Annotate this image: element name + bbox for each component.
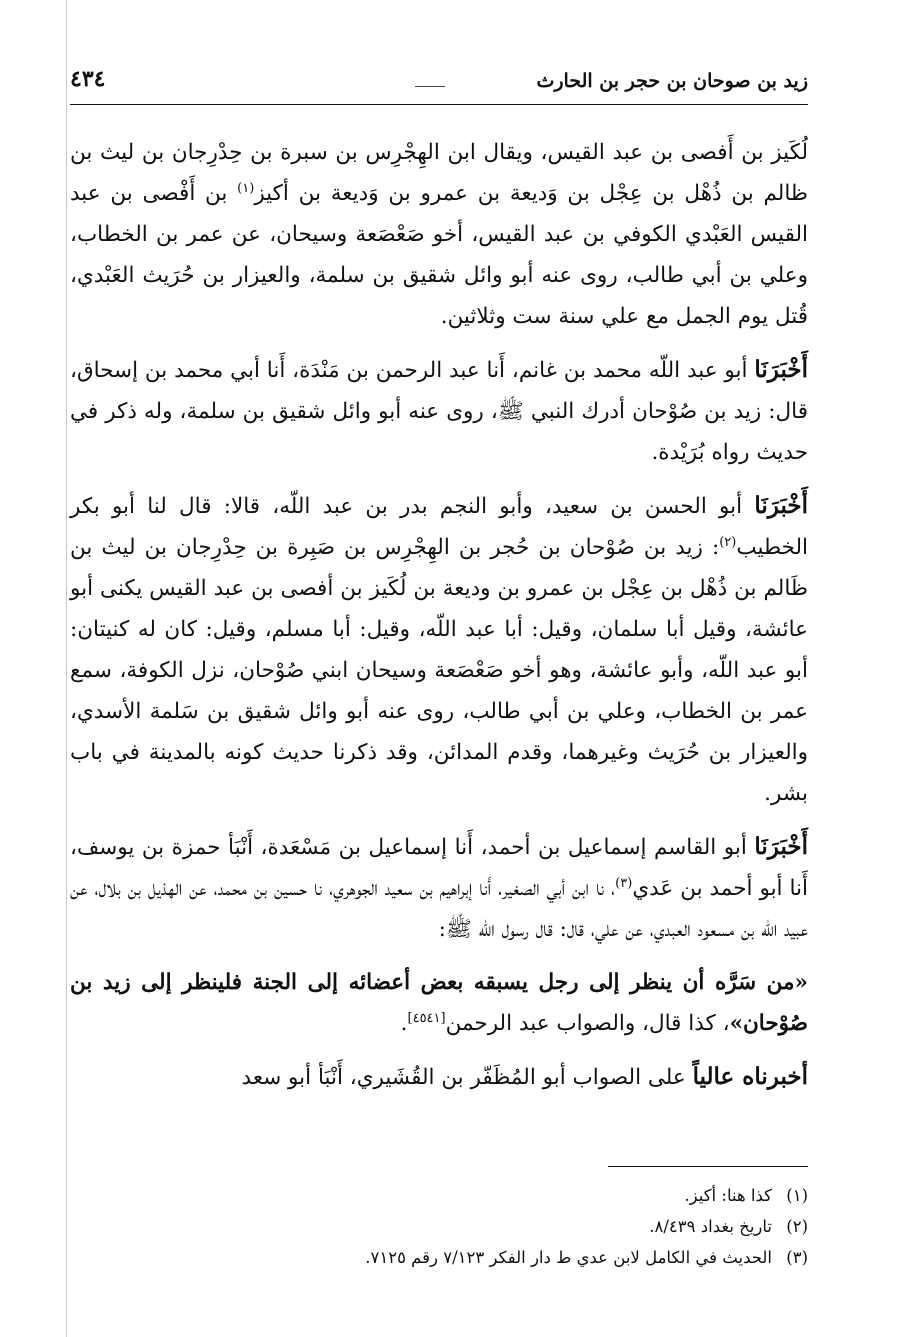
header-ornament-dash xyxy=(415,86,445,87)
isnad-lead: أَخْبَرَنَا xyxy=(754,492,808,519)
hadith-quote: «من سَرَّه أن ينظر إلى رجل يسبقه بعض أعضائه إلى الجنة فلينظر إلى زيد بن صُوْحان» xyxy=(70,970,808,1036)
page-number: ٤٣٤ xyxy=(70,66,106,92)
footnote-2: (٢) تاريخ بغداد ٨/٤٣٩. xyxy=(649,1217,808,1236)
footnote-1: (١) كذا هنا: أكيز. xyxy=(684,1186,808,1205)
paragraph-2: أَخْبَرَنَا أبو عبد اللّه محمد بن غانم، أَنا عبد الرحمن بن مَنْدَة، أَنا أبي محمد بن إسحاق، قال: زيد بن صُوْحان أدرك النبي ﷺ، روى عنه أبو وائل شقيق بن سلمة، وله ذكر في حديث رواه بُرَيْدة. xyxy=(70,356,808,465)
paragraph-4: أَخْبَرَنَا أبو القاسم إسماعيل بن أحمد، أَنا إسماعيل بن مَسْعَدة، أَنْبَأ حمزة بن يوسف، أَنا أبو أحمد بن عَدي$^{(٣)}$، نا ابن أبي الصغير، أَنا إبراهيم بن سعيد الجوهري، نا حسين بن محمد، عن الهذيل بن بلال، عن عبيد اللّه بن مسعود العبدي، عن علي، قال: قال رسول الله ﷺ: xyxy=(70,833,808,942)
isnad-lead: أخبرناه عالياً xyxy=(692,1063,808,1090)
book-page xyxy=(70,0,808,1337)
running-title: زيد بن صوحان بن حجر بن الحارث xyxy=(536,70,808,92)
hadith-paragraph: «من سَرَّه أن ينظر إلى رجل يسبقه بعض أعضائه إلى الجنة فلينظر إلى زيد بن صُوْحان»، كذا قال، والصواب عبد الرحمن[٤٥٤١]. xyxy=(70,970,808,1036)
paragraph-3: أَخْبَرَنَا أبو الحسن بن سعيد، وأبو النجم بدر بن عبد اللّه، قالا: قال لنا أبو بكر الخطيب$^{(٢)}$: زيد بن صُوْحان بن حُجر بن الهِجْرِس بن صَبِرة بن حِدْرِجان بن ليث بن ظَالم بن ذُهْل بن عِجْل بن عمرو بن وديعة بن لُكَيز بن أفصى بن عبد القيس يكنى أبو عائشة، وقيل أبا سلمان، وقيل: أبا عبد اللّه، وقيل: أبا مسلم، وقيل: كان له كنيتان: أبو عبد اللّه، وأبو عائشة، وهو أخو صَعْصَعة وسيحان ابني صُوْحان، نزل الكوفة، سمع عمر بن الخطاب، وعلي بن أبي طالب، روى عنه أبو وائل شقيق بن سَلمة الأسدي، والعيزار بن حُرَيث وغيرهما، وقدم المدائن، وقد ذكرنا حديث كونه بالمدينة في باب بشر. xyxy=(70,492,808,806)
isnad-lead: أَخْبَرَنَا xyxy=(754,356,808,383)
isnad-lead: أَخْبَرَنَا xyxy=(754,833,808,860)
hadith-ref-number: [٤٥٤١] xyxy=(407,1010,446,1026)
footnote-ref-1: (١) xyxy=(237,180,255,196)
scan-edge-line xyxy=(66,0,67,1337)
body-text xyxy=(70,132,808,1110)
footnote-3: (٣) الحديث في الكامل لابن عدي ط دار الفكر ٧/١٢٣ رقم ٧١٢٥. xyxy=(365,1248,808,1267)
footnote-divider xyxy=(608,1166,808,1167)
footnote-ref-3: (٣) xyxy=(615,875,633,891)
paragraph-1: لُكَيز بن أَفصى بن عبد القيس، ويقال ابن الهِجْرِس بن سبرة بن حِدْرِجان بن ليث بن ظالم بن ذُهْل بن عِجْل بن وَديعة بن عمرو بن وَديعة بن أكيز$^{(١)}$ بن أَفْصى بن عبد القيس العَبْدي الكوفي بن عبد القيس، أخو صَعْصَعة وسيحان، عن عمر بن الخطاب، وعلي بن أبي طالب، روى عنه أبو وائل شقيق بن سلمة، والعيزار بن حُرَيث العَبْدي، قُتل يوم الجمل مع علي سنة ست وثلاثين. xyxy=(70,140,808,329)
page-header xyxy=(70,64,808,105)
footnotes xyxy=(70,1180,808,1273)
last-paragraph: أخبرناه عالياً على الصواب أبو المُظَفّر بن القُشَيري، أَنْبَأ أبو سعد xyxy=(241,1063,808,1090)
footnote-ref-2: (٢) xyxy=(719,534,737,550)
